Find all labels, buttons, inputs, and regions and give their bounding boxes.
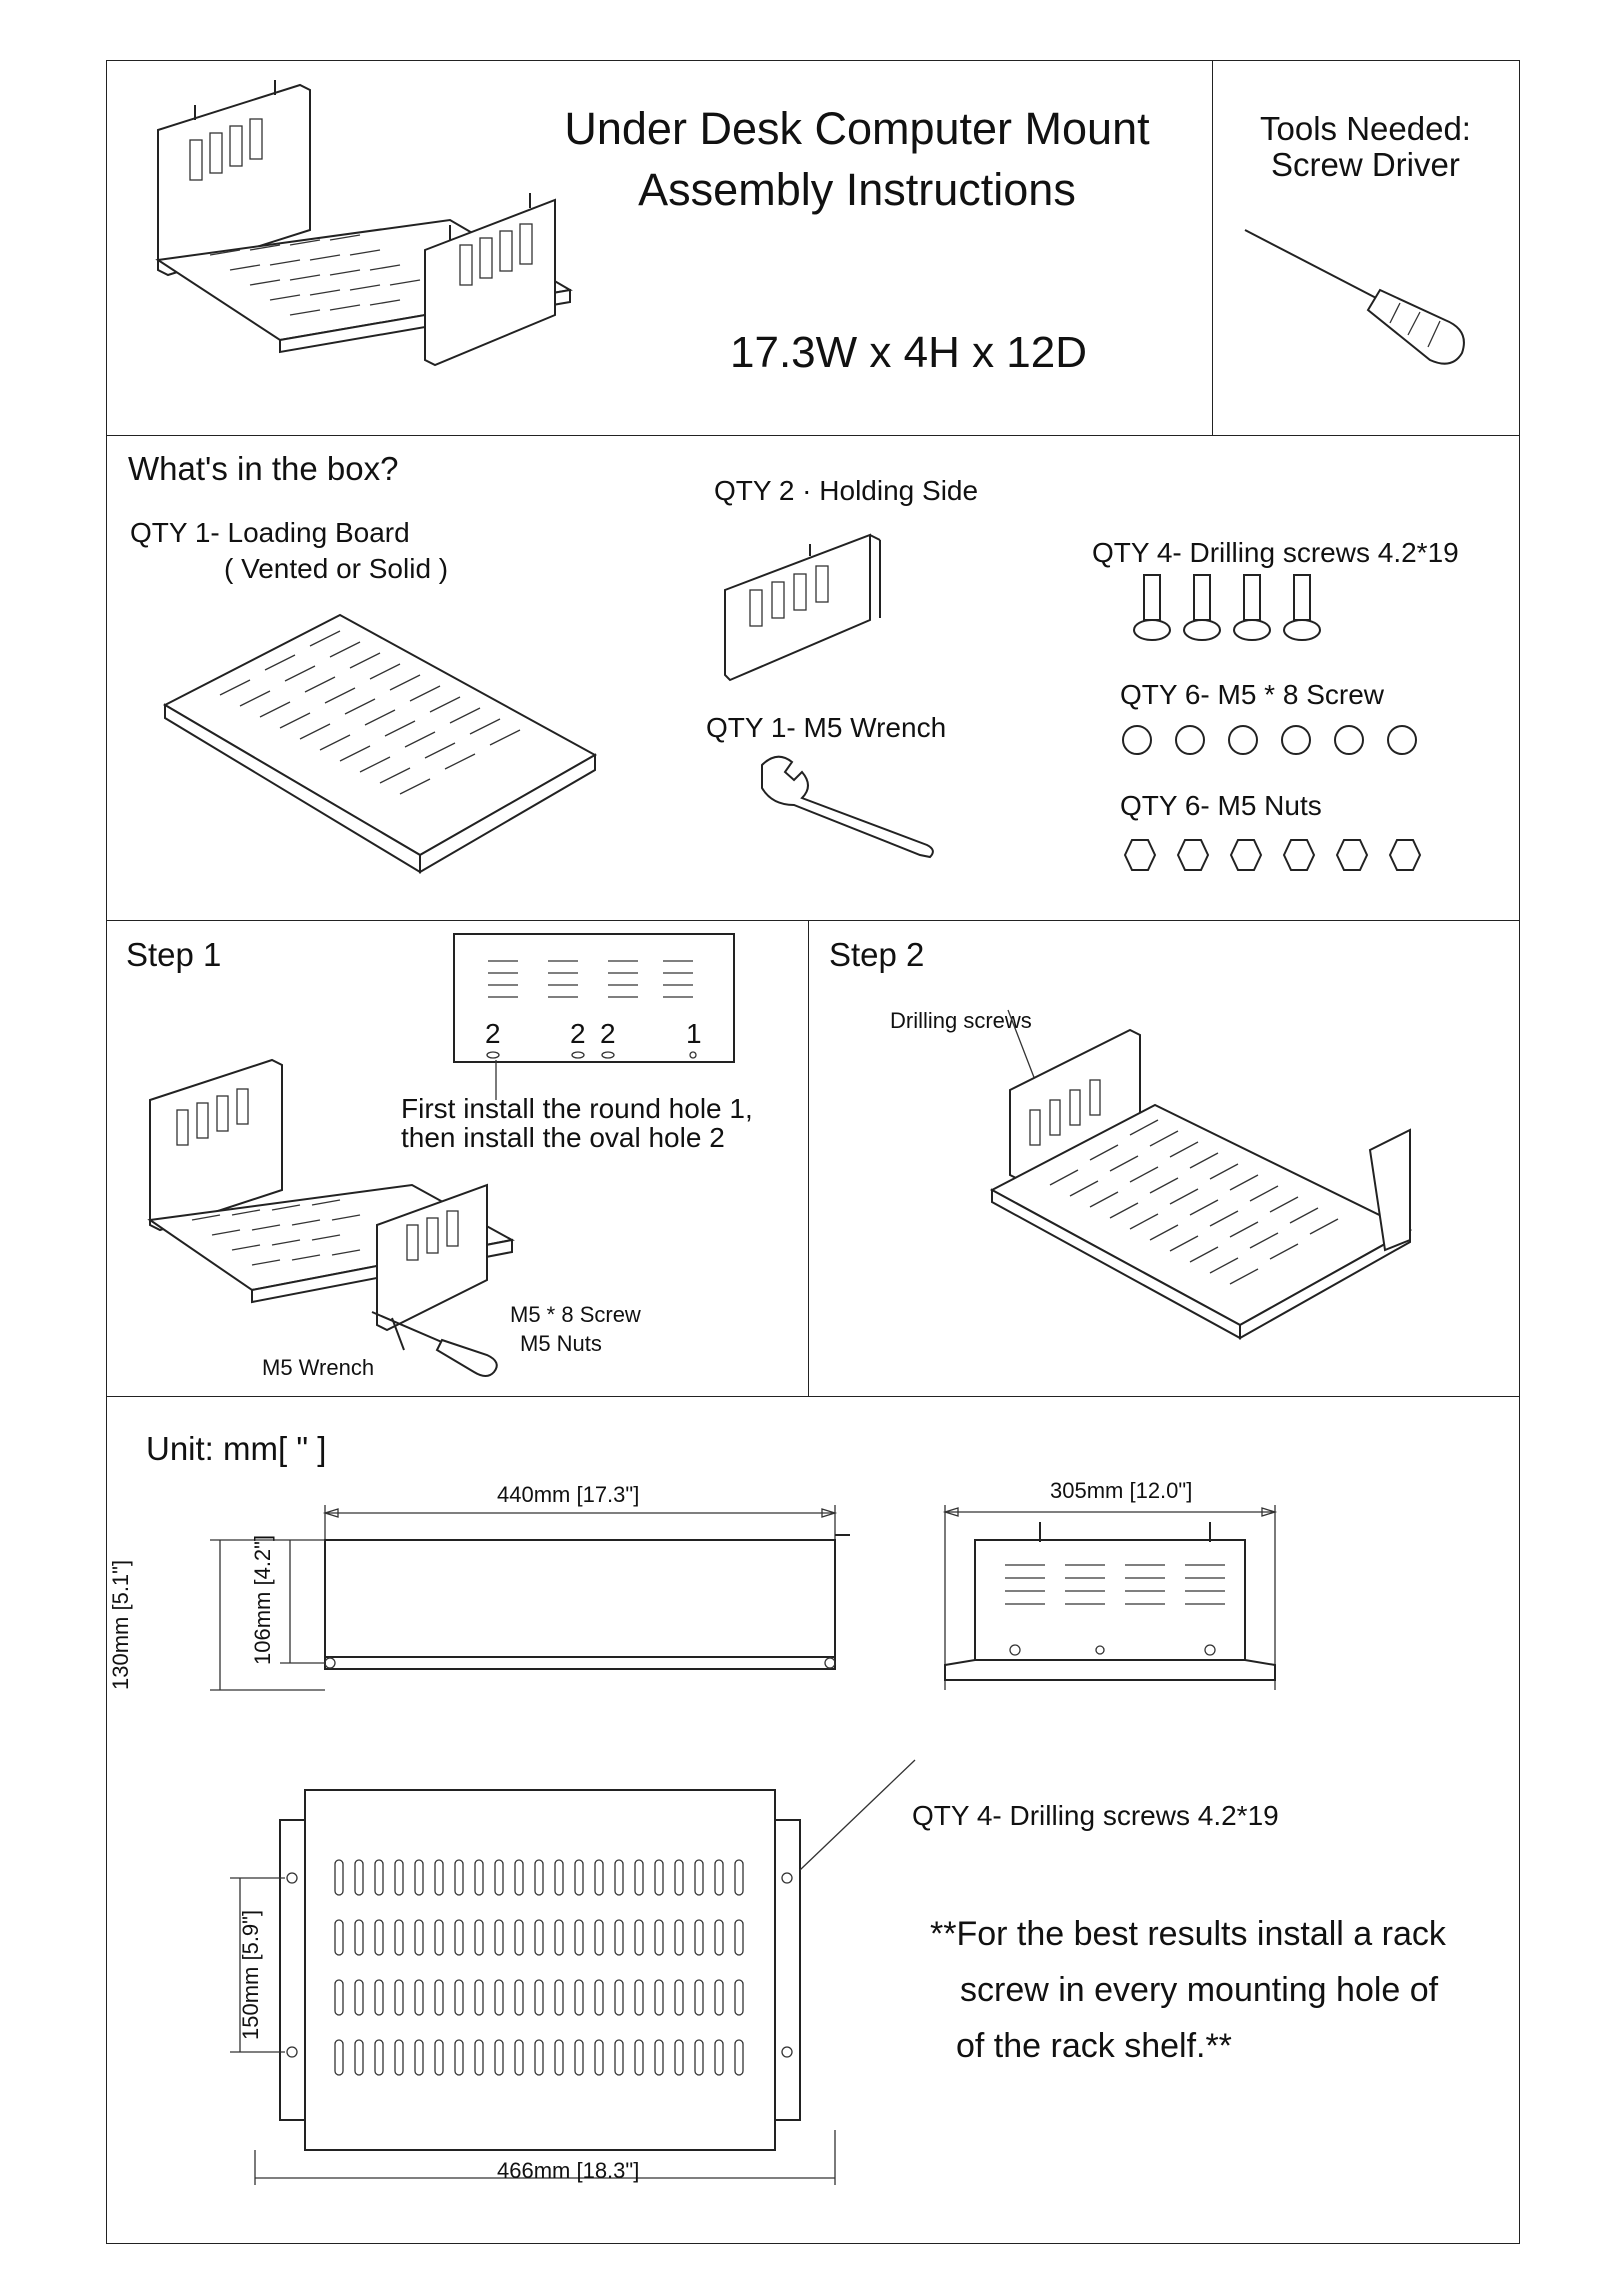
front-elevation-drawing xyxy=(190,1505,870,1705)
drilling-screws-label: QTY 4- Drilling screws 4.2*19 xyxy=(1092,537,1459,568)
m5-screw-label: QTY 6- M5 * 8 Screw xyxy=(1120,679,1385,710)
units-heading: Unit: mm[ " ] xyxy=(146,1430,327,1467)
drilling-screws-callout: Drilling screws xyxy=(890,1008,1032,1033)
hole-label-1: 2 xyxy=(485,1018,501,1049)
m5-nuts-callout: M5 Nuts xyxy=(520,1331,602,1356)
height-inner-dimension: 106mm [4.2"] xyxy=(250,1534,275,1665)
m5-screw-callout: M5 * 8 Screw xyxy=(510,1302,641,1327)
step1-instruction-1: First install the round hole 1, xyxy=(401,1093,753,1124)
height-total-dimension: 130mm [5.1"] xyxy=(108,1559,133,1690)
best-results-note-line-2: screw in every mounting hole of xyxy=(960,1971,1439,2009)
divider-header xyxy=(106,435,1520,436)
width-front-dimension: 440mm [17.3"] xyxy=(497,1482,640,1507)
title-line-1: Under Desk Computer Mount xyxy=(564,103,1150,154)
step2-heading: Step 2 xyxy=(829,936,925,973)
m5-screws-drawing xyxy=(1115,718,1435,763)
wrench-label: QTY 1- M5 Wrench xyxy=(706,712,947,743)
tools-screwdriver-label: Screw Driver xyxy=(1271,146,1460,183)
assembled-mount-drawing xyxy=(150,80,590,410)
divider-steps xyxy=(808,920,809,1396)
hole-spacing-dimension: 150mm [5.9"] xyxy=(238,1909,263,2040)
best-results-note-line-1: **For the best results install a rack xyxy=(930,1915,1446,1953)
divider-tools xyxy=(1212,60,1213,435)
m5-nuts-drawing xyxy=(1115,830,1435,880)
hole-label-3: 2 xyxy=(600,1018,616,1049)
m5-nuts-label: QTY 6- M5 Nuts xyxy=(1120,790,1322,821)
drilling-screws-drawing xyxy=(1130,570,1340,650)
m5-wrench-callout: M5 Wrench xyxy=(262,1355,375,1380)
step1-instruction-2: then install the oval hole 2 xyxy=(401,1122,725,1153)
divider-box xyxy=(106,920,1520,921)
depth-side-dimension: 305mm [12.0"] xyxy=(1050,1478,1193,1503)
step1-heading: Step 1 xyxy=(126,936,222,973)
holding-side-label: QTY 2 · Holding Side xyxy=(714,475,979,506)
step1-assembly-drawing xyxy=(142,1050,522,1370)
hole-label-2: 2 xyxy=(570,1018,586,1049)
dimensions-title: 17.3W x 4H x 12D xyxy=(730,328,1088,377)
loading-board-label: QTY 1- Loading Board xyxy=(130,517,410,548)
best-results-note-line-3: of the rack shelf.** xyxy=(956,2027,1232,2065)
loading-board-sublabel: ( Vented or Solid ) xyxy=(224,553,449,584)
hole-label-4: 1 xyxy=(686,1018,702,1049)
holding-side-drawing xyxy=(720,530,880,690)
top-view-drawing xyxy=(255,1790,855,2210)
loading-board-drawing xyxy=(160,610,600,880)
top-view-drilling-screws-label: QTY 4- Drilling screws 4.2*19 xyxy=(912,1800,1279,1831)
box-heading: What's in the box? xyxy=(128,450,399,487)
title-line-2: Assembly Instructions xyxy=(638,164,1076,215)
wrench-drawing xyxy=(752,750,942,860)
divider-steps-bottom xyxy=(106,1396,1520,1397)
width-top-dimension: 466mm [18.3"] xyxy=(497,2158,640,2183)
step2-assembly-drawing xyxy=(990,1010,1420,1340)
tools-needed: Tools Needed: xyxy=(1260,110,1471,147)
side-elevation-drawing xyxy=(940,1500,1300,1700)
screwdriver-drawing xyxy=(1240,215,1480,375)
